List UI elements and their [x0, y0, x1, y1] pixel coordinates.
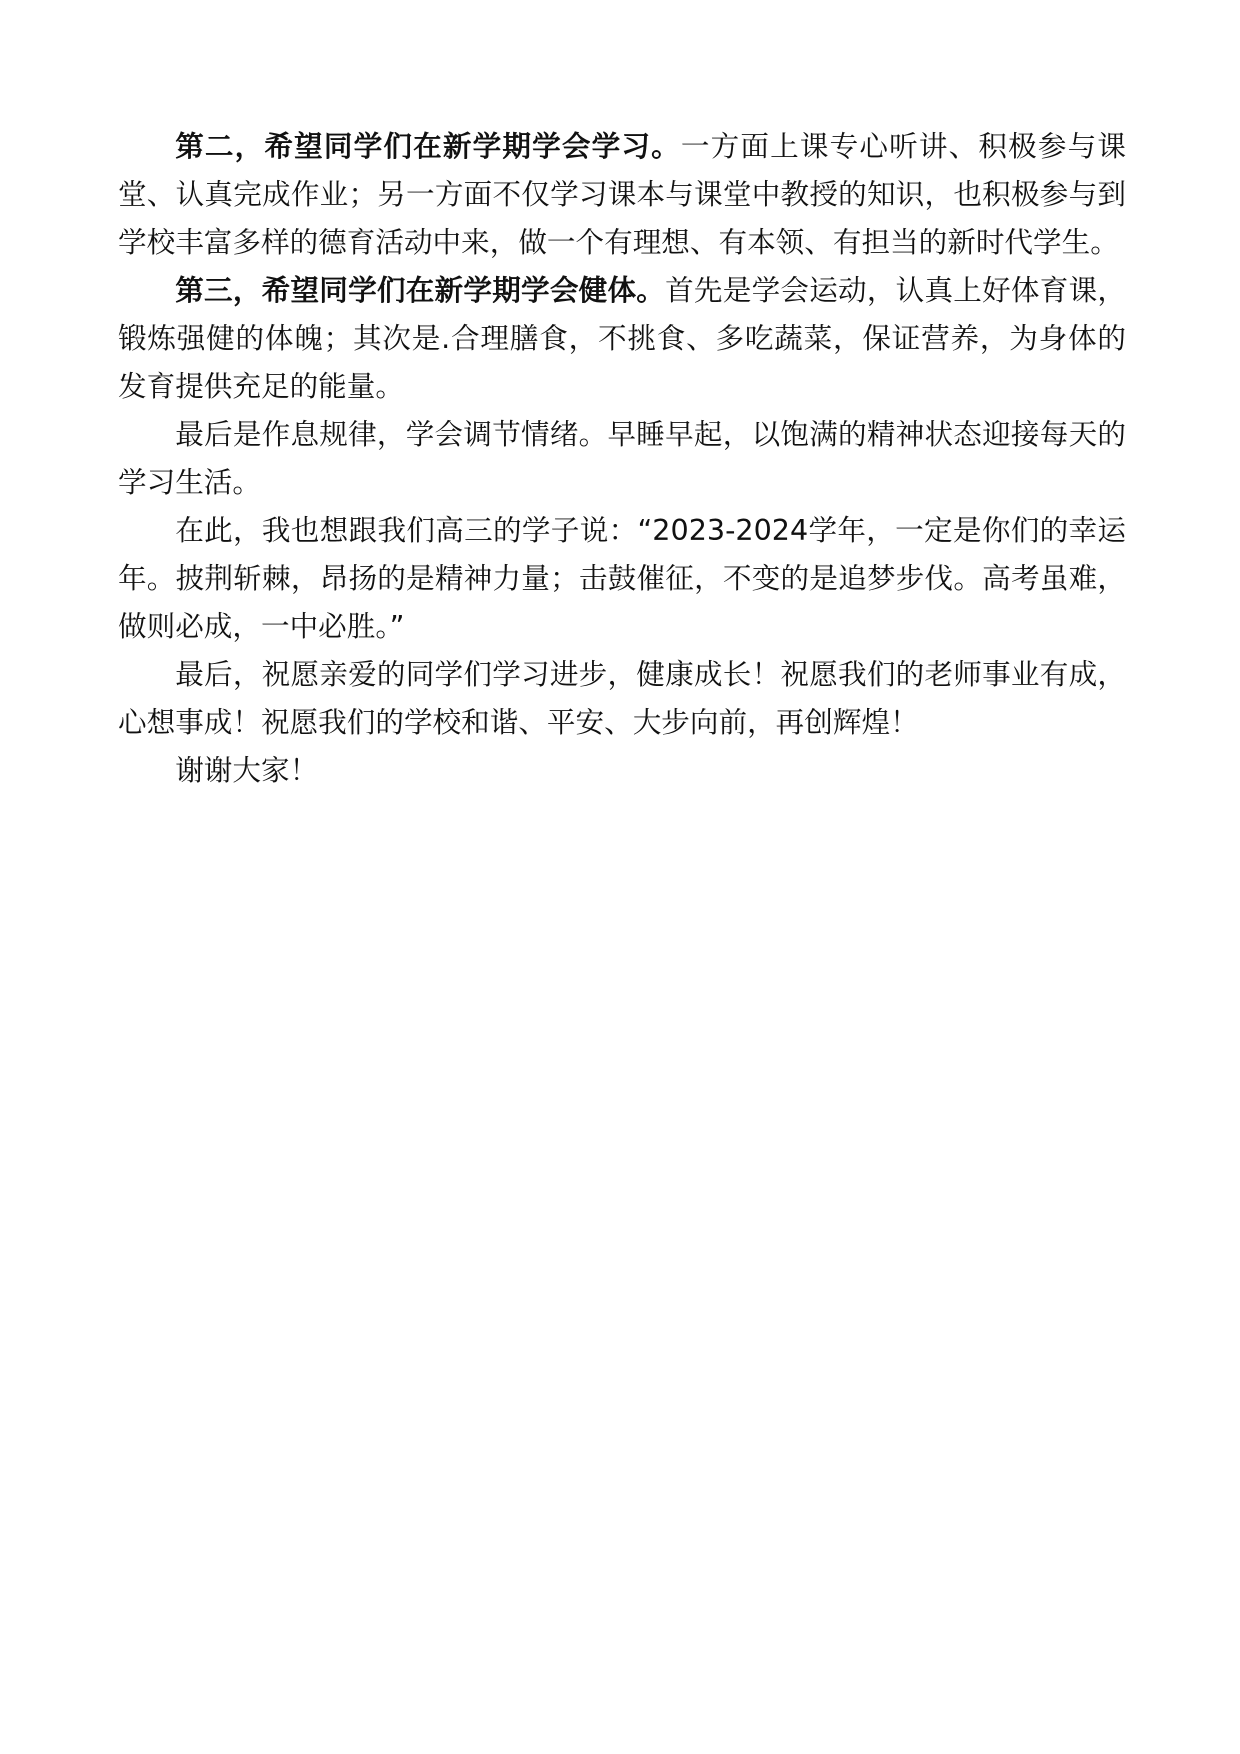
paragraph-text: 最后是作息规律，学会调节情绪。早睡早起，以饱满的精神状态迎接每天的学习生活。	[118, 417, 1126, 499]
paragraph-fitness	[118, 266, 1126, 410]
paragraph-text: 最后，祝愿亲爱的同学们学习进步，健康成长！祝愿我们的老师事业有成，心想事成！祝愿我们的学校和谐、平安、大步向前，再创辉煌！	[118, 657, 1126, 739]
paragraph-text: 谢谢大家！	[175, 753, 319, 787]
paragraph-heading: 第二，希望同学们在新学期学会学习。	[175, 129, 681, 163]
paragraph-heading: 第三，希望同学们在新学期学会健体。	[175, 273, 666, 307]
paragraph-text: 首先是学会运动，认真上好体育课，锻炼强健的体魄；其次是.合理膳食，不挑食、多吃蔬菜，保证营养，为身体的发育提供充足的能量。	[118, 273, 1126, 403]
paragraph-routine	[118, 410, 1126, 506]
paragraph-text: 一方面上课专心听讲、积极参与课堂、认真完成作业；另一方面不仅学习课本与课堂中教授的知识，也积极参与到学校丰富多样的德育活动中来，做一个有理想、有本领、有担当的新时代学生。	[118, 129, 1126, 259]
document-body	[118, 122, 1126, 794]
paragraph-text: 在此，我也想跟我们高三的学子说：“2023-2024学年，一定是你们的幸运年。披荆斩棘，昂扬的是精神力量；击鼓催征，不变的是追梦步伐。高考虽难，做则必成，一中必胜。”	[118, 513, 1126, 643]
paragraph-thanks	[118, 746, 1126, 794]
paragraph-learning	[118, 122, 1126, 266]
paragraph-wishes	[118, 650, 1126, 746]
paragraph-senior-message	[118, 506, 1126, 650]
